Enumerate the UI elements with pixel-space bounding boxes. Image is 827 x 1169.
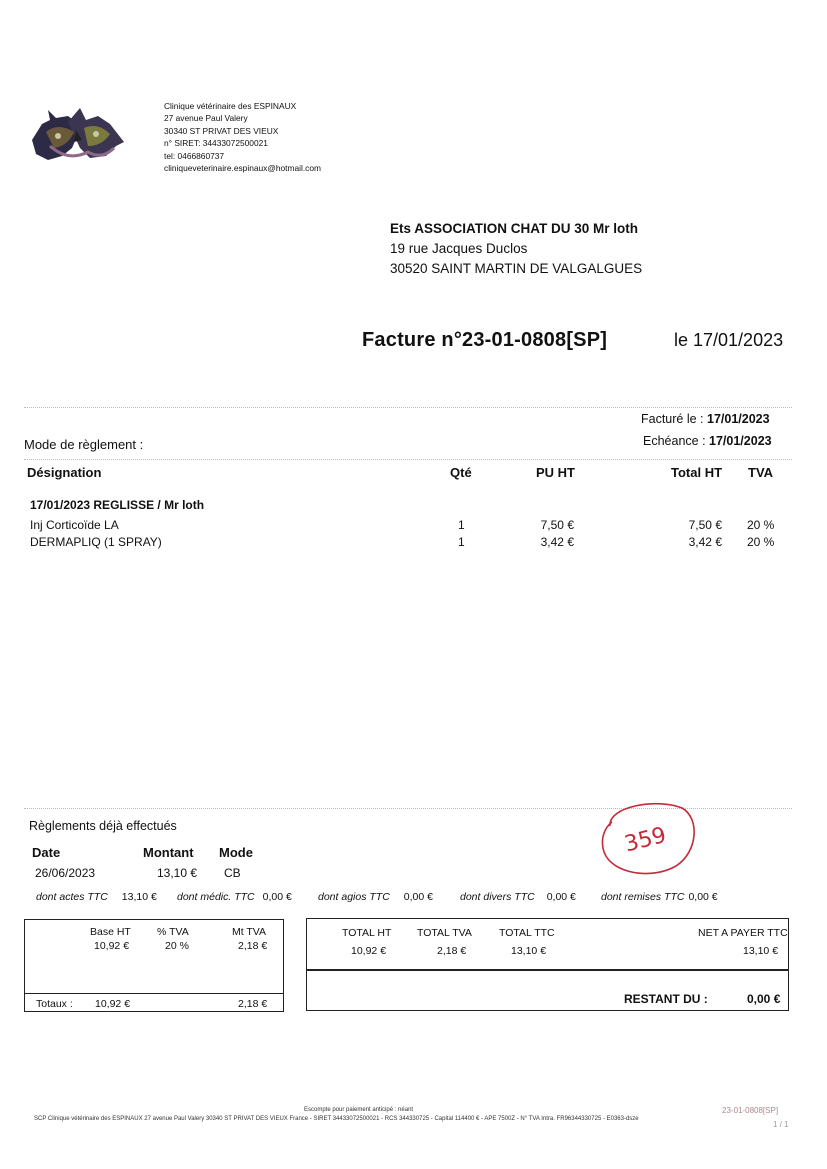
dont-remises-label: dont remises TTC — [601, 891, 685, 903]
tva-mt-label: Mt TVA — [232, 926, 267, 938]
totaux-mt: 2,18 € — [238, 998, 268, 1010]
totaux-base: 10,92 € — [95, 998, 131, 1010]
restant-du-value: 0,00 € — [747, 992, 781, 1006]
row-designation: DERMAPLIQ (1 SPRAY) — [30, 535, 162, 549]
legal-footer: SCP Clinique vétérinaire des ESPINAUX 27 avenue Paul Valery 30340 ST PRIVAT DES VIEUX France - SIRET 34433072500021 - RCS 344330725 - Capital 114400 € - APE 7500Z - N° TVA Intra. FR96344330725 - E0363-dsze — [34, 1116, 639, 1122]
mode-reglement-label: Mode de règlement : — [24, 437, 144, 452]
dont-actes-value: 13,10 € — [121, 891, 157, 903]
total-tva-value: 2,18 € — [437, 945, 467, 957]
col-designation: Désignation — [27, 465, 102, 480]
dont-divers-label: dont divers TTC — [460, 891, 535, 903]
clinic-city: 30340 ST PRIVAT DES VIEUX — [164, 125, 279, 136]
total-ttc-label: TOTAL TTC — [499, 927, 555, 939]
echeance-line — [643, 434, 772, 448]
total-tva-label: TOTAL TVA — [417, 927, 472, 939]
reg-mode: CB — [224, 866, 241, 880]
tva-pct-label: % TVA — [157, 926, 189, 938]
tva-base-value: 10,92 € — [94, 940, 130, 952]
facture-le-label: Facturé le : — [641, 412, 704, 426]
divider — [24, 459, 792, 460]
col-total-ht: Total HT — [671, 465, 723, 480]
clinic-tel: tel: 0466860737 — [164, 150, 225, 161]
totals-divider — [306, 969, 789, 971]
clinic-logo — [28, 102, 128, 166]
client-address-block — [390, 219, 642, 279]
col-qte: Qté — [450, 465, 472, 480]
reg-montant: 13,10 € — [157, 866, 198, 880]
stamp-number: 359 — [622, 822, 669, 858]
restant-du-label: RESTANT DU : — [624, 992, 708, 1006]
row-designation: Inj Corticoïde LA — [30, 518, 119, 532]
divider — [24, 407, 792, 408]
clinic-address: 27 avenue Paul Valery — [164, 113, 248, 124]
row-pu: 7,50 € — [540, 518, 574, 532]
col-pu-ht: PU HT — [536, 465, 575, 480]
dont-remises — [601, 891, 718, 903]
client-address: 19 rue Jacques Duclos — [390, 241, 528, 256]
echeance-label: Echéance : — [643, 434, 706, 448]
row-tva: 20 % — [747, 535, 775, 549]
clinic-name: Clinique vétérinaire des ESPINAUX — [164, 101, 297, 111]
clinic-siret: n° SIRET: 34433072500021 — [164, 138, 268, 149]
net-a-payer-value: 13,10 € — [743, 945, 779, 957]
facture-le-line — [641, 412, 770, 426]
tva-totals-divider — [24, 993, 284, 994]
net-a-payer-label: NET A PAYER TTC — [698, 927, 788, 939]
dont-divers — [460, 891, 576, 903]
row-total: 3,42 € — [688, 535, 722, 549]
clinic-info — [164, 100, 321, 174]
invoice-title: Facture n°23-01-0808[SP] — [362, 329, 608, 351]
reg-col-mode: Mode — [219, 845, 253, 860]
escompte-note: Escompte pour paiement anticipé : néant — [304, 1107, 414, 1113]
reg-date: 26/06/2023 — [35, 866, 96, 880]
reg-col-date: Date — [32, 845, 61, 860]
dont-remises-value: 0,00 € — [688, 891, 718, 903]
tva-base-label: Base HT — [90, 926, 131, 938]
dont-actes-label: dont actes TTC — [36, 891, 108, 903]
col-tva: TVA — [748, 465, 774, 480]
clinic-email: cliniqueveterinaire.espinaux@hotmail.com — [164, 163, 322, 174]
echeance-value: 17/01/2023 — [709, 434, 772, 448]
row-qte: 1 — [458, 518, 465, 532]
row-qte: 1 — [458, 535, 465, 549]
dont-agios-label: dont agios TTC — [318, 891, 390, 903]
group-heading: 17/01/2023 REGLISSE / Mr loth — [30, 498, 205, 512]
row-tva: 20 % — [747, 518, 775, 532]
facture-le-value: 17/01/2023 — [707, 412, 770, 426]
totaux-label: Totaux : — [36, 998, 73, 1010]
dont-actes — [36, 891, 157, 903]
footer-ref: 23-01-0808[SP] — [722, 1106, 779, 1115]
dont-divers-value: 0,00 € — [546, 891, 576, 903]
row-pu: 3,42 € — [540, 535, 574, 549]
client-city: 30520 SAINT MARTIN DE VALGALGUES — [390, 261, 643, 276]
reglements-title: Règlements déjà effectués — [29, 819, 177, 833]
invoice-date: le 17/01/2023 — [674, 330, 784, 350]
dont-agios — [318, 891, 433, 903]
reg-col-montant: Montant — [143, 845, 194, 860]
total-ttc-value: 13,10 € — [511, 945, 547, 957]
row-total: 7,50 € — [688, 518, 722, 532]
handwritten-stamp — [598, 796, 702, 878]
dont-medic-value: 0,00 € — [262, 891, 292, 903]
dont-agios-value: 0,00 € — [403, 891, 433, 903]
tva-pct-value: 20 % — [165, 940, 189, 952]
dont-medic — [177, 891, 292, 903]
client-name: Ets ASSOCIATION CHAT DU 30 Mr loth — [390, 221, 639, 236]
tva-mt-value: 2,18 € — [238, 940, 268, 952]
dont-medic-label: dont médic. TTC — [177, 891, 255, 903]
page-number: 1 / 1 — [773, 1120, 789, 1129]
total-ht-value: 10,92 € — [351, 945, 387, 957]
total-ht-label: TOTAL HT — [342, 927, 392, 939]
